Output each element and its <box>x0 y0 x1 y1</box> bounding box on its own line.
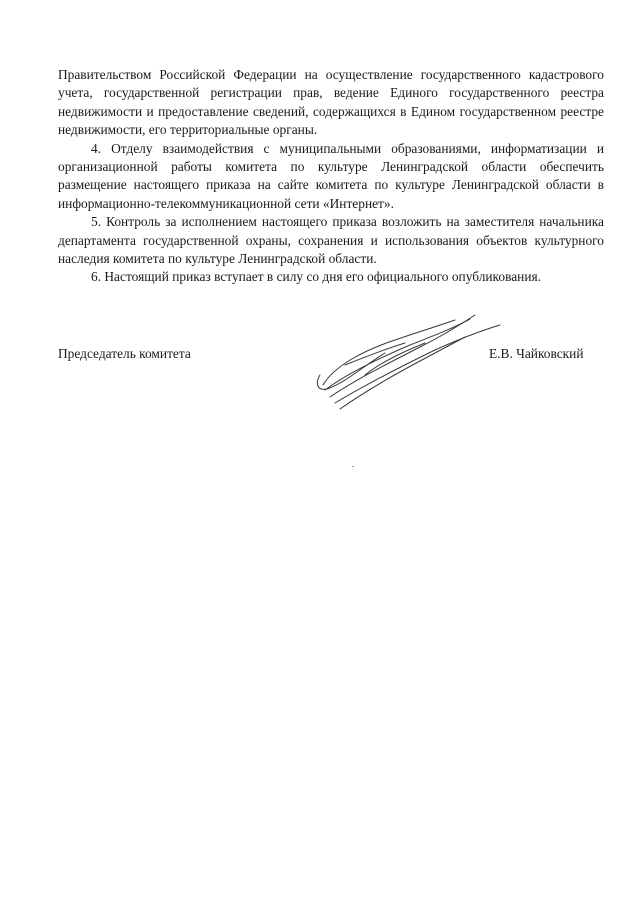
paragraph-item-6: 6. Настоящий приказ вступает в силу со дня его официального опубликования. <box>91 269 541 285</box>
paragraph-item-4: 4. Отделу взаимодействия с муниципальными образованиями, информатизации и организационной работы комитета по культуре Ленинградской области обеспечить размещение настоящего приказа на сайте комитета по культуре Ленинградской области в информационно-телекоммуникационной сети «Интернет». <box>58 140 604 211</box>
signer-name: Е.В. Чайковский <box>489 346 584 361</box>
scan-speck <box>352 466 354 467</box>
handwritten-signature <box>305 305 505 415</box>
document-body <box>58 66 604 287</box>
paragraph-continuation: Правительством Российской Федерации на осуществление государственного кадастрового учета, государственной регистрации прав, ведение Единого государственного реестра недвижимости и предоставление сведений, содержащихся в Едином государственном реестре недвижимости, его территориальные органы. <box>58 67 604 138</box>
paragraph-item-5: 5. Контроль за исполнением настоящего приказа возложить на заместителя начальника департамента государственной охраны, сохранения и использования объектов культурного наследия комитета по культуре Ленинградской области. <box>58 214 604 267</box>
signer-position: Председатель комитета <box>58 346 191 361</box>
